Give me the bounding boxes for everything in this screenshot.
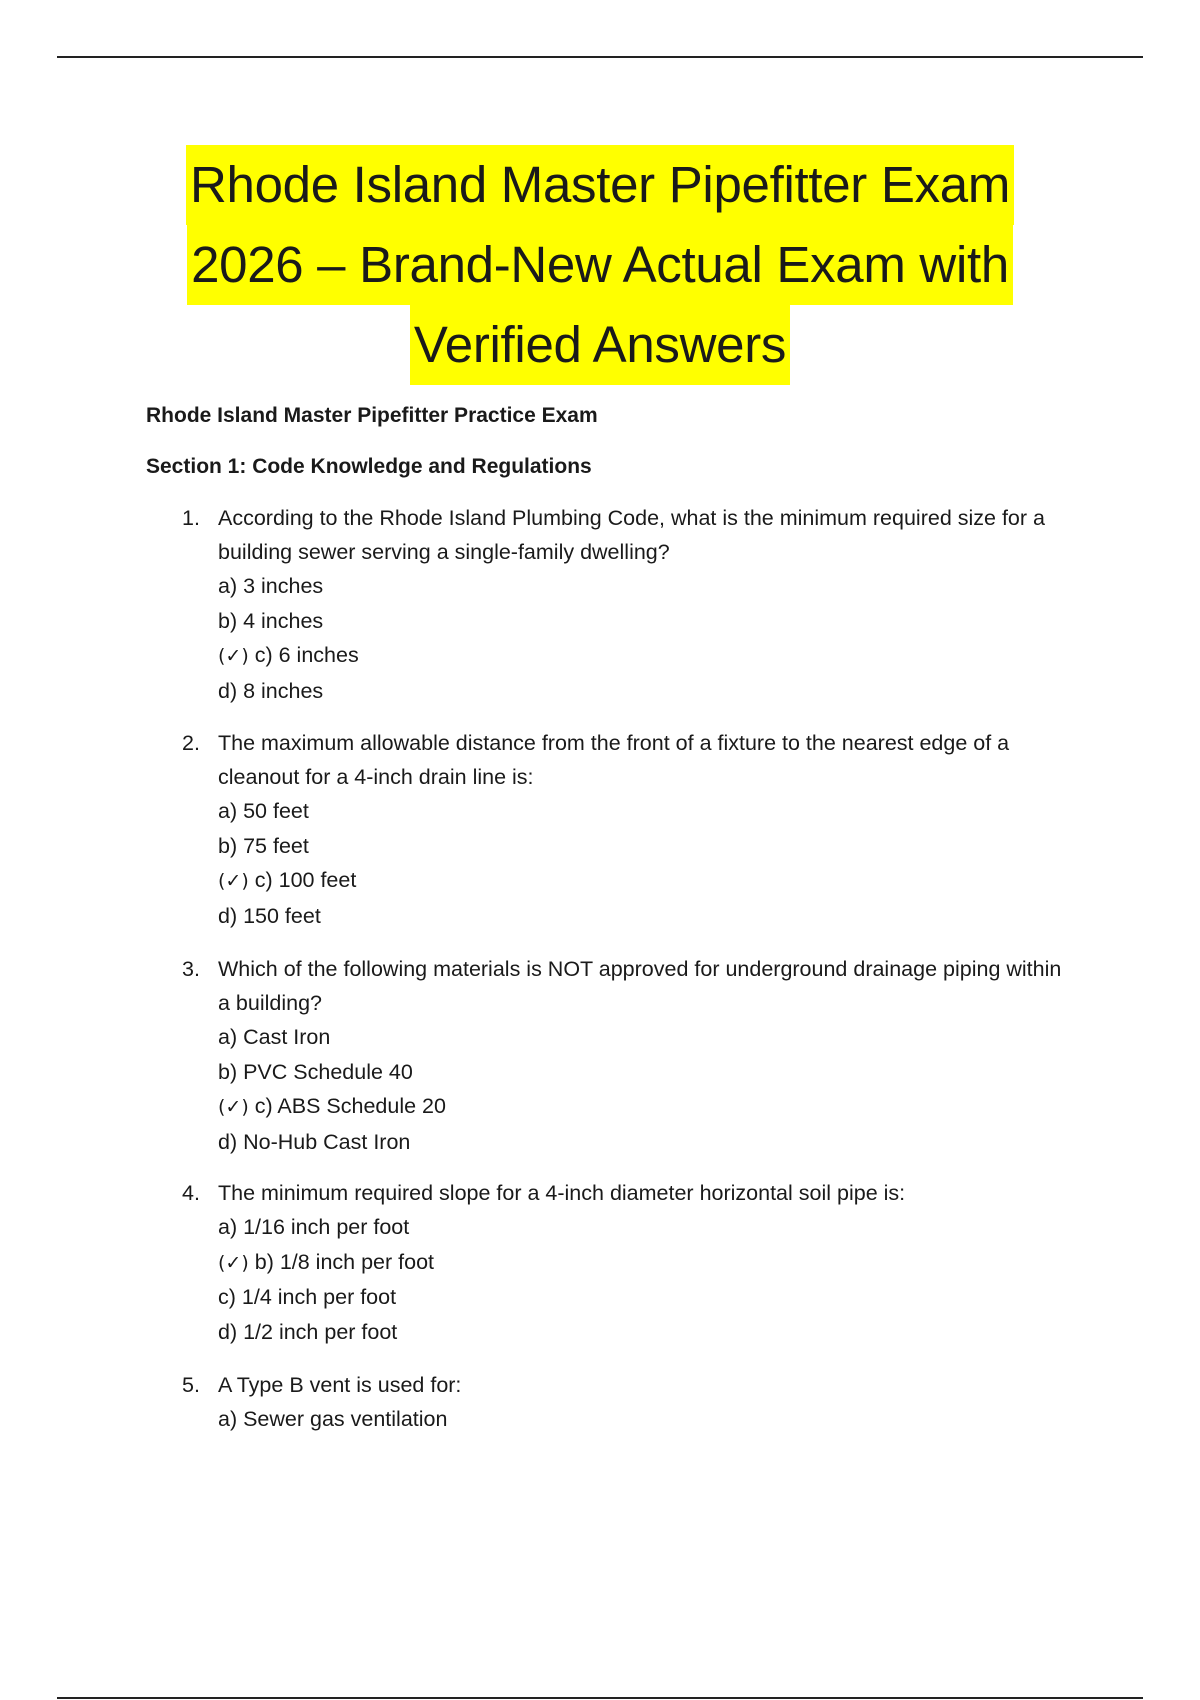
option-label: d) 150 feet <box>218 903 321 928</box>
option-label: b) 4 inches <box>218 608 324 633</box>
question-body <box>218 1368 1082 1437</box>
answer-option <box>218 674 1082 709</box>
question-body <box>218 501 1082 708</box>
question-text: The maximum allowable distance from the front of a fixture to the nearest edge of a cleanout for a 4-inch drain line is: <box>218 731 1010 789</box>
answer-option <box>218 604 1082 639</box>
question-body <box>218 726 1082 933</box>
bottom-rule <box>57 1697 1143 1699</box>
section-heading: Section 1: Code Knowledge and Regulations <box>146 455 592 478</box>
checkmark-icon: (✓) <box>218 1251 249 1274</box>
question-5 <box>182 1368 1082 1437</box>
exam-heading: Rhode Island Master Pipefitter Practice Exam <box>146 404 598 427</box>
question-number: 1. <box>182 506 200 530</box>
question-number: 2. <box>182 731 200 755</box>
document-title <box>100 145 1100 385</box>
title-line-1: Rhode Island Master Pipefitter Exam <box>186 145 1014 225</box>
question-1 <box>182 501 1082 708</box>
option-label: c) 6 inches <box>254 643 359 667</box>
option-label: d) 8 inches <box>218 678 324 703</box>
title-line-2: 2026 – Brand-New Actual Exam with <box>187 225 1013 305</box>
question-2 <box>182 726 1082 933</box>
question-text: According to the Rhode Island Plumbing Code, what is the minimum required size for a building sewer serving a single-family dwelling? <box>218 506 1045 564</box>
option-label: a) 3 inches <box>218 574 324 598</box>
answer-option <box>218 1125 1082 1160</box>
option-label: a) Cast Iron <box>218 1025 331 1049</box>
option-label: d) 1/2 inch per foot <box>218 1319 398 1344</box>
question-number: 4. <box>182 1181 200 1205</box>
question-text: A Type B vent is used for: <box>218 1373 462 1397</box>
answer-option-correct <box>218 1089 1082 1125</box>
answer-option-correct <box>218 638 1082 674</box>
answer-option-correct <box>218 1245 1082 1281</box>
top-rule <box>57 56 1143 58</box>
question-body <box>218 1176 1082 1349</box>
option-label: c) 100 feet <box>254 868 357 892</box>
question-text: Which of the following materials is NOT approved for underground drainage piping within a building? <box>218 957 1062 1015</box>
answer-option <box>218 1020 1082 1055</box>
checkmark-icon: (✓) <box>218 870 249 892</box>
question-number: 3. <box>182 957 200 981</box>
option-label: b) PVC Schedule 40 <box>218 1059 413 1084</box>
option-label: a) 1/16 inch per foot <box>218 1215 410 1239</box>
answer-option <box>218 1280 1082 1315</box>
answer-option <box>218 569 1082 604</box>
answer-option <box>218 829 1082 864</box>
answer-option-correct <box>218 863 1082 899</box>
option-label: d) No-Hub Cast Iron <box>218 1129 411 1154</box>
answer-option <box>218 1055 1082 1090</box>
answer-option <box>218 899 1082 934</box>
option-label: b) 1/8 inch per foot <box>254 1249 435 1274</box>
option-label: c) 1/4 inch per foot <box>218 1285 397 1309</box>
question-number: 5. <box>182 1373 200 1397</box>
option-label: a) 50 feet <box>218 799 309 823</box>
question-4 <box>182 1176 1082 1349</box>
title-line-3: Verified Answers <box>410 305 790 385</box>
checkmark-icon: (✓) <box>218 645 249 667</box>
checkmark-icon: (✓) <box>218 1096 249 1118</box>
option-label: c) ABS Schedule 20 <box>254 1094 446 1118</box>
question-body <box>218 952 1082 1159</box>
option-label: a) Sewer gas ventilation <box>218 1407 448 1431</box>
answer-option <box>218 1315 1082 1350</box>
question-text: The minimum required slope for a 4-inch diameter horizontal soil pipe is: <box>218 1181 906 1205</box>
question-3 <box>182 952 1082 1159</box>
answer-option <box>218 794 1082 829</box>
option-label: b) 75 feet <box>218 833 309 858</box>
answer-option <box>218 1210 1082 1245</box>
answer-option <box>218 1402 1082 1437</box>
